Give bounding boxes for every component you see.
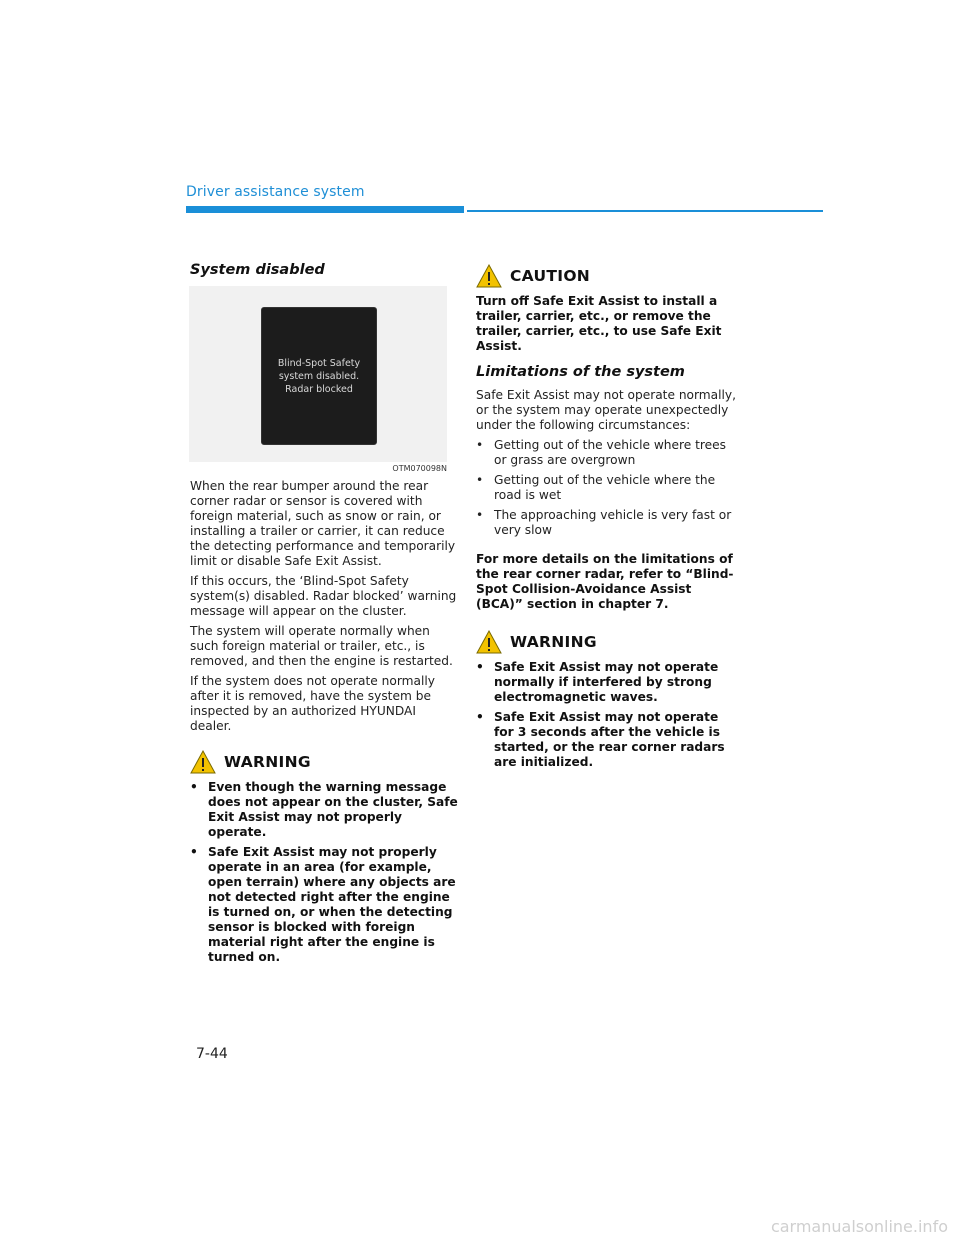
list-item: • Even though the warning message does not appear on the cluster, Safe Exit Assist may not properly operate. (190, 780, 458, 839)
bullet: • (476, 660, 484, 674)
bullet: • (190, 780, 198, 794)
warning-heading (190, 750, 458, 774)
section-title-system-disabled: System disabled (190, 262, 325, 278)
header-rule-accent (186, 206, 464, 213)
more-details-note: For more details on the limitations of the rear corner radar, refer to “Blind-Spot Collision-Avoidance Assist (BCA)” section in chapter 7. (476, 552, 734, 611)
warning-label: WARNING (224, 753, 311, 771)
paragraph: If the system does not operate normally after it is removed, have the system be inspected by an authorized HYUNDAI dealer. (190, 674, 435, 733)
list-item: • Safe Exit Assist may not operate for 3 seconds after the vehicle is started, or the rear corner radars are initialized. (476, 710, 725, 769)
warning-triangle-icon (476, 630, 502, 654)
left-column (190, 262, 458, 970)
warning-heading (476, 630, 738, 654)
bullet: • (476, 508, 484, 522)
warning-list (476, 660, 738, 770)
section-title-limitations: Limitations of the system (476, 364, 685, 380)
watermark: carmanualsonline.info (770, 1217, 948, 1236)
cluster-message-line: system disabled. (278, 370, 360, 382)
paragraph: When the rear bumper around the rear corner radar or sensor is covered with foreign material, such as snow or rain, or installing a trailer or carrier, it can reduce the detecting performance and temporarily limit or disable Safe Exit Assist. (190, 479, 456, 568)
list-item: • Safe Exit Assist may not operate normally if interfered by strong electromagnetic waves. (476, 660, 719, 704)
bullet: • (476, 710, 484, 724)
warning-list (190, 780, 458, 965)
cluster-message (269, 357, 369, 396)
chapter-title: Driver assistance system (186, 184, 365, 200)
list-item: • Getting out of the vehicle where the road is wet (476, 473, 716, 502)
page-number: 7-44 (196, 1046, 228, 1062)
caution-text: Turn off Safe Exit Assist to install a trailer, carrier, etc., or remove the trailer, carrier, etc., to use Safe Exit Assist. (476, 294, 722, 353)
cluster-screen (261, 307, 377, 445)
bullet: • (190, 845, 198, 859)
header-rule (467, 210, 823, 212)
warning-triangle-icon (476, 264, 502, 288)
paragraph: The system will operate normally when such foreign material or trailer, etc., is removed, and then the engine is restarted. (190, 624, 453, 668)
paragraph: If this occurs, the ‘Blind-Spot Safety system(s) disabled. Radar blocked’ warning message will appear on the cluster. (190, 574, 457, 618)
bullet: • (476, 438, 484, 452)
cluster-message-line: Blind-Spot Safety (277, 357, 361, 369)
cluster-message-line: Radar blocked (285, 383, 353, 395)
caution-label: CAUTION (510, 267, 591, 285)
figure-code: OTM070098N (392, 464, 447, 473)
right-column (476, 262, 738, 775)
list-item: • Getting out of the vehicle where trees or grass are overgrown (476, 438, 727, 467)
caution-heading (476, 264, 738, 288)
paragraph: Safe Exit Assist may not operate normally, or the system may operate unexpectedly under the following circumstances: (476, 388, 737, 432)
list-item: • The approaching vehicle is very fast or very slow (476, 508, 732, 537)
cluster-figure (189, 286, 447, 462)
list-item: • Safe Exit Assist may not properly operate in an area (for example, open terrain) where any objects are not detected right after the engine is turned on, or when the detecting sensor is blocked with foreign material right after the engine is turned on. (190, 845, 456, 964)
warning-triangle-icon (190, 750, 216, 774)
warning-label: WARNING (510, 633, 597, 651)
limitations-list (476, 438, 738, 538)
bullet: • (476, 473, 484, 487)
